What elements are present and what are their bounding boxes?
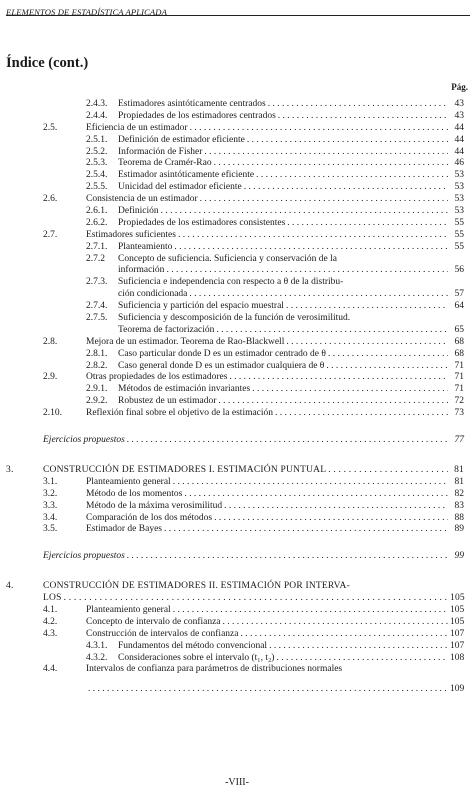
entry-title: Teorema de Cramér-Rao: [118, 158, 212, 169]
entry-title: Definición: [118, 206, 159, 217]
entry-number: 2.7.: [43, 229, 58, 240]
entry-title: Caso particular donde D es un estimador centrado de θ: [118, 348, 326, 359]
toc-entry: [0, 629, 474, 641]
entry-page: 72: [454, 396, 464, 407]
leader-dots: [190, 123, 448, 135]
entry-page: 68: [454, 348, 464, 359]
entry-title: Planteamiento general: [86, 604, 171, 615]
leader-dots: [224, 501, 448, 513]
leader-dots: [184, 489, 448, 501]
entry-title: Fundamentos del método convencional: [118, 640, 268, 651]
entry-page: 64: [454, 301, 464, 312]
leader-dots: [275, 408, 448, 420]
entry-number: 2.9.: [43, 372, 58, 383]
leader-dots: [286, 337, 448, 349]
leader-dots: [328, 349, 448, 361]
header-rule: [6, 15, 470, 16]
entry-title: Intervalos de confianza para parámetros de distribuciones normales: [86, 664, 343, 675]
entry-page: 89: [454, 524, 464, 535]
entry-number: 3.5.: [43, 524, 58, 535]
toc-entry: [0, 501, 474, 513]
toc-entry: [0, 396, 474, 408]
toc-entry: [0, 489, 474, 501]
entry-page: 53: [454, 182, 464, 193]
leader-dots: [278, 111, 448, 123]
leader-dots: [240, 629, 448, 641]
entry-number: 2.7.5.: [86, 313, 108, 324]
entry-number: 2.9.2.: [86, 396, 108, 407]
toc-entry: [0, 605, 474, 617]
chapter-title: CONSTRUCCIÓN DE ESTIMADORES II. ESTIMACIÓN POR INTERVA-: [43, 581, 350, 592]
entry-title: Ejercicios propuestos: [43, 551, 125, 562]
toc-entry: [0, 123, 474, 135]
entry-title: Concepto de intervalo de confianza: [86, 616, 221, 627]
entry-number: 2.10.: [43, 408, 62, 419]
toc-entry: [0, 313, 474, 325]
toc-entry-exercises: [0, 435, 474, 447]
entry-number: 2.5.5.: [86, 182, 108, 193]
entry-title: Consideraciones sobre el intervalo (t₁, t₂): [118, 652, 275, 663]
entry-title: Métodos de estimación invariantes: [118, 384, 251, 395]
toc-entry-exercises: [0, 551, 474, 563]
entry-title: Método de la máxima verosimilitud: [86, 500, 223, 511]
chapter-title: CONSTRUCCIÓN DE ESTIMADORES I. ESTIMACIÓN PUNTUAL: [43, 464, 327, 475]
entry-page: 71: [454, 360, 464, 371]
entry-title: Estimador de Bayes: [86, 524, 162, 535]
leader-dots: [256, 170, 448, 182]
entry-title: Construcción de intervalos de confianza: [86, 628, 239, 639]
toc-entry: [0, 242, 474, 254]
leader-dots: [247, 135, 448, 147]
entry-page: 107: [450, 628, 465, 639]
entry-title: Suficiencia y partición del espacio muestral: [118, 301, 284, 312]
entry-title: ción condicionada: [118, 289, 188, 300]
entry-page: 44: [454, 134, 464, 145]
entry-number: 2.6.: [43, 194, 58, 205]
entry-number: 2.5.: [43, 122, 58, 133]
entry-page: 43: [454, 99, 464, 109]
leader-dots: [223, 617, 448, 629]
page-title: Índice (cont.): [6, 55, 89, 71]
entry-page: 109: [450, 684, 465, 695]
entry-title: Teorema de factorización: [118, 324, 215, 335]
entry-page: 53: [454, 170, 464, 181]
toc-entry: [0, 349, 474, 361]
entry-title: Suficiencia y descomposición de la función de verosimilitud.: [118, 313, 351, 324]
leader-dots: [229, 372, 448, 384]
entry-title: Información de Fisher: [118, 146, 203, 157]
toc-entry: [0, 254, 474, 266]
toc-entry: [0, 664, 474, 676]
toc-entry: [0, 135, 474, 147]
entry-number: 2.5.3.: [86, 158, 108, 169]
entry-page: 108: [450, 652, 465, 663]
leader-dots: [216, 325, 448, 337]
leader-dots: [189, 289, 448, 301]
entry-page: 68: [454, 336, 464, 347]
entry-page: 105: [450, 593, 465, 604]
leader-dots: [173, 477, 448, 489]
toc-entry: [0, 524, 474, 536]
entry-number: 2.7.4.: [86, 301, 108, 312]
entry-title: información: [118, 265, 165, 276]
entry-title: Ejercicios propuestos: [43, 435, 125, 446]
toc-entry: [0, 277, 474, 289]
running-header: [6, 2, 470, 16]
entry-number: 2.8.2.: [86, 360, 108, 371]
leader-dots: [286, 301, 448, 313]
entry-number: 4.2.: [43, 616, 58, 627]
entry-page: 71: [454, 372, 464, 383]
entry-number: 2.5.2.: [86, 146, 108, 157]
toc-entry: [0, 99, 474, 111]
entry-page: 82: [454, 488, 464, 499]
entry-page: 53: [454, 194, 464, 205]
entry-title: Robustez de un estimador: [118, 396, 217, 407]
toc-entry-continuation: [0, 325, 474, 337]
entry-number: 2.7.2: [86, 253, 105, 264]
entry-number: 3.4.: [43, 512, 58, 523]
leader-dots: [252, 384, 448, 396]
toc-entry: [0, 408, 474, 420]
leader-dots: [173, 605, 448, 617]
entry-page: 57: [454, 289, 464, 300]
entry-number: 4.1.: [43, 604, 58, 615]
toc-entry: [0, 477, 474, 489]
leader-dots: [178, 230, 448, 242]
toc-entry-continuation: [0, 684, 474, 696]
toc-entry: [0, 230, 474, 242]
entry-page: 105: [450, 604, 465, 615]
toc-chapter-continuation: [0, 593, 474, 605]
entry-number: 2.7.1.: [86, 241, 108, 252]
toc-entry: [0, 372, 474, 384]
leader-dots: [204, 147, 448, 159]
entry-number: 4.3.1.: [86, 640, 108, 651]
entry-number: 2.8.: [43, 336, 58, 347]
entry-number: 2.7.3.: [86, 277, 108, 288]
chapter-title: LOS: [43, 593, 62, 604]
entry-page: 56: [454, 265, 464, 276]
page-column-label: Pág.: [451, 82, 468, 92]
toc-entry: [0, 218, 474, 230]
entry-page: 73: [454, 408, 464, 419]
toc-entry: [0, 194, 474, 206]
toc-entry: [0, 361, 474, 373]
entry-title: Comparación de los dos métodos: [86, 512, 213, 523]
entry-title: Estimador asintóticamente eficiente: [118, 170, 255, 181]
entry-title: Mejora de un estimador. Teorema de Rao-Blackwell: [86, 336, 285, 347]
entry-title: Consistencia de un estimador: [86, 194, 198, 205]
leader-dots: [64, 593, 448, 605]
toc-entry: [0, 301, 474, 313]
leader-dots: [218, 396, 448, 408]
entry-number: 2.8.1.: [86, 348, 108, 359]
toc-entry: [0, 384, 474, 396]
entry-title: Estimadores asintóticamente centrados: [118, 99, 266, 109]
leader-dots: [268, 99, 448, 111]
leader-dots: [276, 653, 448, 665]
entry-page: 55: [454, 241, 464, 252]
toc-entry: [0, 206, 474, 218]
entry-number: 2.5.4.: [86, 170, 108, 181]
entry-title: Eficiencia de un estimador: [86, 122, 188, 133]
entry-page: 44: [454, 122, 464, 133]
leader-dots: [166, 265, 448, 277]
leader-dots: [127, 435, 448, 447]
entry-title: Definición de estimador eficiente: [118, 134, 245, 145]
entry-page: 107: [450, 640, 465, 651]
leader-dots: [326, 361, 448, 373]
entry-page: 88: [454, 512, 464, 523]
toc-entry: [0, 653, 474, 665]
entry-number: 2.5.1.: [86, 134, 108, 145]
entry-number: 2.4.3.: [86, 99, 108, 109]
entry-page: 46: [454, 158, 464, 169]
page-number: -VIII-: [225, 777, 249, 788]
entry-page: 55: [454, 229, 464, 240]
entry-number: 2.4.4.: [86, 110, 108, 121]
leader-dots: [88, 684, 448, 696]
entry-title: Suficiencia e independencia con respecto a θ de la distribu-: [118, 277, 344, 288]
entry-number: 4.3.2.: [86, 652, 108, 663]
leader-dots: [244, 182, 448, 194]
entry-page: 71: [454, 384, 464, 395]
entry-title: Propiedades de los estimadores consistentes: [118, 217, 286, 228]
entry-page: 81: [454, 464, 464, 475]
entry-title: Reflexión final sobre el objetivo de la estimación: [86, 408, 274, 419]
leader-dots: [328, 465, 448, 477]
toc-entry: [0, 337, 474, 349]
entry-page: 43: [454, 110, 464, 121]
toc-entry: [0, 170, 474, 182]
entry-page: 99: [454, 551, 464, 562]
table-of-contents: [0, 99, 474, 696]
entry-title: Otras propiedades de los estimadores: [86, 372, 228, 383]
entry-title: Método de los momentos: [86, 488, 183, 499]
leader-dots: [287, 218, 448, 230]
entry-title: Planteamiento: [118, 241, 173, 252]
entry-title: Caso general donde D es un estimador cualquiera de θ: [118, 360, 325, 371]
entry-title: Planteamiento general: [86, 476, 171, 487]
leader-dots: [174, 242, 448, 254]
toc-entry-continuation: [0, 265, 474, 277]
leader-dots: [214, 158, 448, 170]
toc-entry: [0, 182, 474, 194]
leader-dots: [161, 206, 448, 218]
entry-number: 2.9.1.: [86, 384, 108, 395]
header-text: ELEMENTOS DE ESTADÍSTICA APLICADA: [6, 7, 167, 17]
entry-page: 44: [454, 146, 464, 157]
toc-entry: [0, 158, 474, 170]
entry-page: 81: [454, 476, 464, 487]
chapter-number: 3.: [6, 464, 14, 475]
entry-title: Concepto de suficiencia. Suficiencia y conservación de la: [118, 253, 337, 264]
toc-chapter: [0, 465, 474, 477]
leader-dots: [127, 551, 448, 563]
toc-entry-continuation: [0, 289, 474, 301]
entry-page: 53: [454, 206, 464, 217]
toc-chapter: [0, 581, 474, 593]
entry-number: 3.1.: [43, 476, 58, 487]
entry-page: 55: [454, 217, 464, 228]
toc-entry: [0, 641, 474, 653]
leader-dots: [269, 641, 448, 653]
entry-title: Estimadores suficientes: [86, 229, 176, 240]
entry-number: 4.3.: [43, 628, 58, 639]
leader-dots: [200, 194, 448, 206]
leader-dots: [164, 524, 448, 536]
entry-number: 3.3.: [43, 500, 58, 511]
entry-number: 4.4.: [43, 664, 58, 675]
toc-entry: [0, 617, 474, 629]
entry-number: 2.6.2.: [86, 217, 108, 228]
entry-title: Propiedades de los estimadores centrados: [118, 110, 276, 121]
entry-page: 65: [454, 324, 464, 335]
leader-dots: [214, 513, 448, 525]
toc-entry: [0, 111, 474, 123]
entry-page: 77: [454, 435, 464, 446]
toc-entry: [0, 513, 474, 525]
chapter-number: 4.: [6, 581, 14, 592]
entry-page: 105: [450, 616, 465, 627]
entry-number: 2.6.1.: [86, 206, 108, 217]
entry-title: Unicidad del estimador eficiente: [118, 182, 242, 193]
toc-entry: [0, 147, 474, 159]
entry-page: 83: [454, 500, 464, 511]
entry-number: 3.2.: [43, 488, 58, 499]
